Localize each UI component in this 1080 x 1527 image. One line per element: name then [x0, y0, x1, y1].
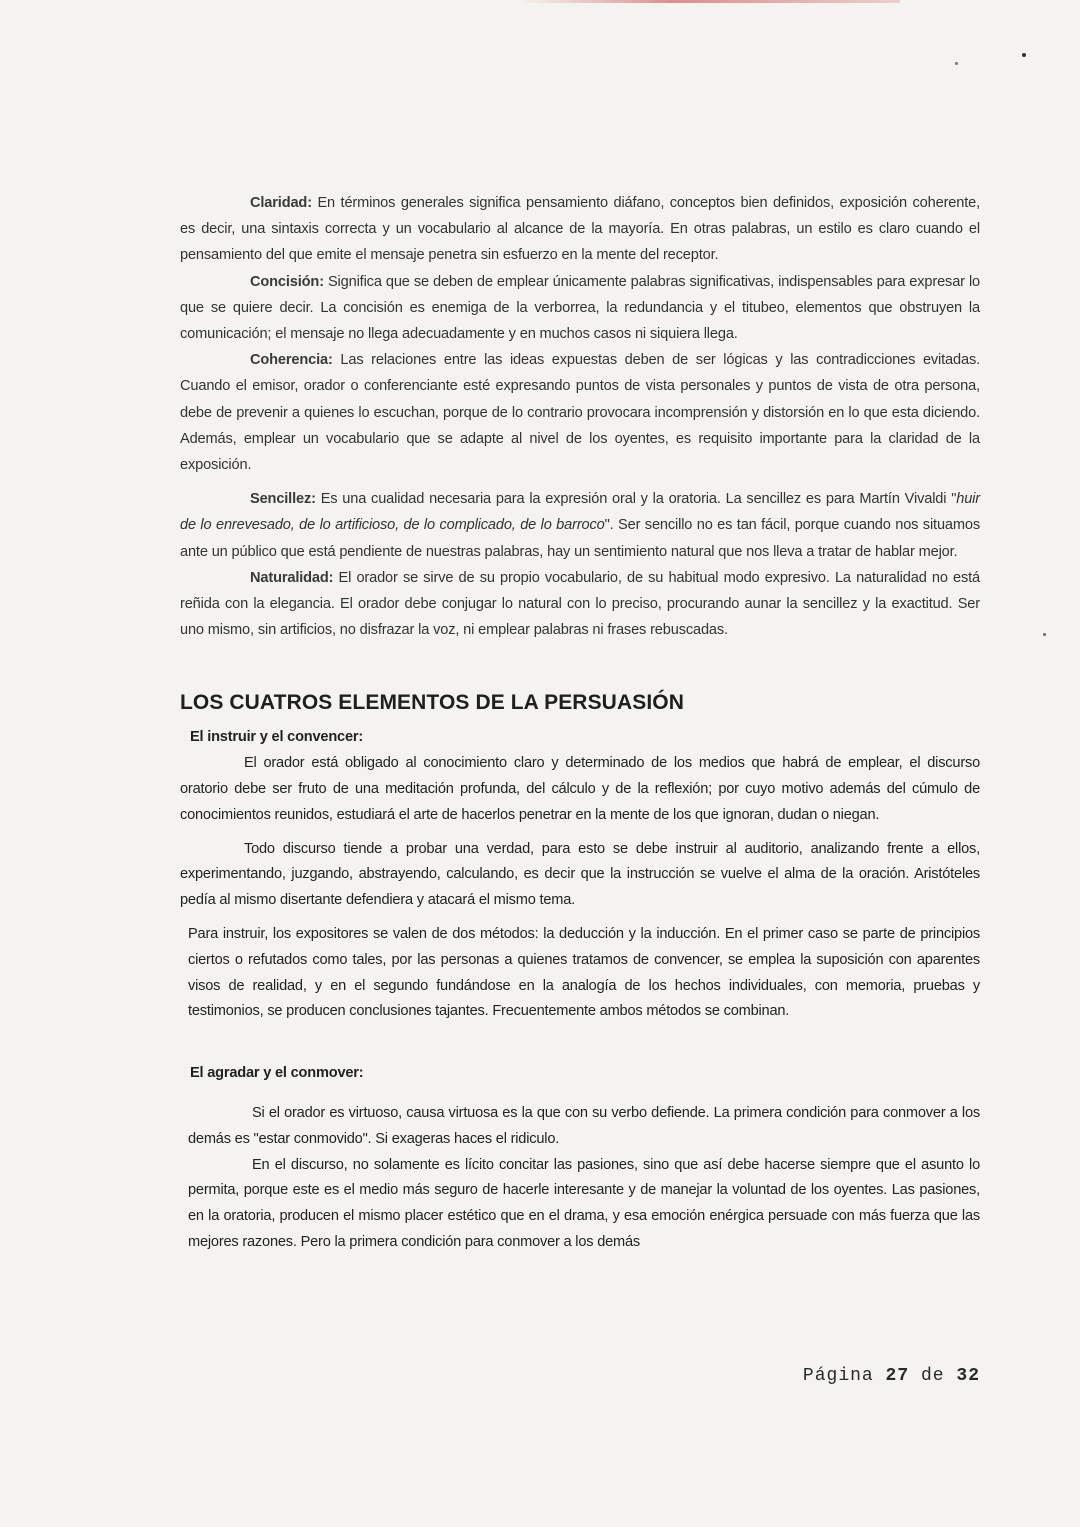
term-coherencia: Coherencia:	[250, 352, 333, 369]
coherencia-paragraph	[180, 347, 980, 478]
naturalidad-text: El orador se sirve de su propio vocabulario, de su habitual modo expresivo. La naturalidad no está reñida con la elegancia. El orador debe conjugar lo natural con lo preciso, procurando aunar la sencillez y la exactitud. Ser uno mismo, sin artificios, no disfrazar la voz, ni emplear palabras ni frases rebuscadas.	[180, 569, 980, 639]
concision-paragraph	[180, 269, 980, 348]
term-claridad: Claridad:	[250, 195, 312, 211]
current-page: 27	[885, 1366, 910, 1386]
qualities-section	[180, 190, 980, 643]
subheading-agradar: El agradar y el conmover:	[190, 1065, 364, 1082]
term-concision: Concisión:	[250, 273, 324, 290]
scan-speck	[955, 62, 958, 65]
scan-edge-mark	[520, 0, 900, 3]
coherencia-text: Las relaciones entre las ideas expuestas deben de ser lógicas y las contradicciones evitadas. Cuando el emisor, orador o conferenciante esté expresando puntos de vista personales y puntos de vista de otra persona, debe de prevenir a quienes lo escuchan, porque de lo contrario provocara incomprensión y distorsión en lo que esta diciendo. Además, emplear un vocabulario que se adapte al nivel de los oyentes, es requisito importante para la claridad de la exposición.	[180, 352, 980, 474]
concision-text: Significa que se deben de emplear únicamente palabras significativas, indispensables para expresar lo que se quiere decir. La concisión es enemiga de la verborrea, la redundancia y el titubeo, elementos que obstruyen la comunicación; el mensaje no llega adecuadamente y en muchos casos ni siquiera llega.	[180, 273, 980, 343]
claridad-paragraph	[180, 190, 980, 269]
claridad-text: En términos generales significa pensamiento diáfano, conceptos bien definidos, exposición coherente, es decir, una sintaxis correcta y un vocabulario al alcance de la mayoría. En otras palabras, un estilo es claro cuando el pensamiento del que emite el mensaje penetra sin esfuerzo en la mente del receptor.	[180, 195, 980, 264]
page-number	[790, 1366, 980, 1386]
paragraph-5: En el discurso, no solamente es lícito concitar las pasiones, sino que así debe hacerse siempre que el asunto lo permita, porque este es el medio más seguro de hacerle interesante y de manejar la voluntad de los oyentes. Las pasiones, en la oratoria, producen el mismo placer estético que en el drama, y esa emoción enérgica persuade con más fuerza que las mejores razones. Pero la primera condición para conmover a los demás	[188, 1156, 980, 1250]
sencillez-paragraph	[180, 486, 980, 565]
subheading-instruir: El instruir y el convencer:	[190, 729, 364, 746]
naturalidad-paragraph	[180, 565, 980, 644]
scan-speck	[1022, 53, 1026, 57]
scan-speck	[1043, 633, 1046, 636]
persuasion-section	[180, 725, 980, 1255]
page-label: Página	[802, 1366, 874, 1386]
term-naturalidad: Naturalidad:	[250, 569, 334, 586]
total-pages: 32	[956, 1366, 980, 1386]
sencillez-text-a: Es una cualidad necesaria para la expresión oral y la oratoria. La sencillez es para Martín Vivaldi "	[315, 491, 957, 508]
term-sencillez: Sencillez:	[250, 491, 316, 508]
paragraph-3: Para instruir, los expositores se valen de dos métodos: la deducción y la inducción. En el primer caso se parte de principios ciertos o refutados como tales, por las personas a quienes tratamos de convencer, se emplea la suposición con aparentes visos de realidad, y en el segundo fundándose en la analogía de los hechos individuales, con memoria, pruebas y testimonios, se producen conclusiones tajantes. Frecuentemente ambos métodos se combinan.	[188, 926, 980, 1020]
sencillez-text-b: ". Ser sencillo no es tan fácil, porque cuando nos situamos ante un público que está pendiente de nuestras palabras, hay un sentimiento natural que nos lleva a tratar de hablar mejor.	[180, 517, 980, 560]
paragraph-2: Todo discurso tiende a probar una verdad, para esto se debe instruir al auditorio, analizando frente a ellos, experimentando, juzgando, abstrayendo, calculando, es decir que la instrucción se vuelve el alma de la oración. Aristóteles pedía al mismo disertante defendiera y atacará el mismo tema.	[180, 840, 980, 909]
section-heading: LOS CUATROS ELEMENTOS DE LA PERSUASIÓN	[180, 691, 684, 715]
document-page	[180, 190, 980, 1256]
paragraph-4: Si el orador es virtuoso, causa virtuosa es la que con su verbo defiende. La primera condición para conmover a los demás es "estar conmovido". Si exageras haces el ridiculo.	[188, 1105, 980, 1147]
sencillez-quote: huir de lo enrevesado, de lo artificioso, de lo complicado, de lo barroco	[180, 491, 980, 534]
page-of: de	[920, 1366, 945, 1386]
paragraph-1: El orador está obligado al conocimiento claro y determinado de los medios que habrá de emplear, el discurso oratorio debe ser fruto de una meditación profunda, del cálculo y de la reflexión; por cuyo motivo además del cúmulo de conocimientos reunidos, estudiará el arte de hacerlos penetrar en la mente de los que ignoran, dudan o niegan.	[180, 755, 980, 823]
